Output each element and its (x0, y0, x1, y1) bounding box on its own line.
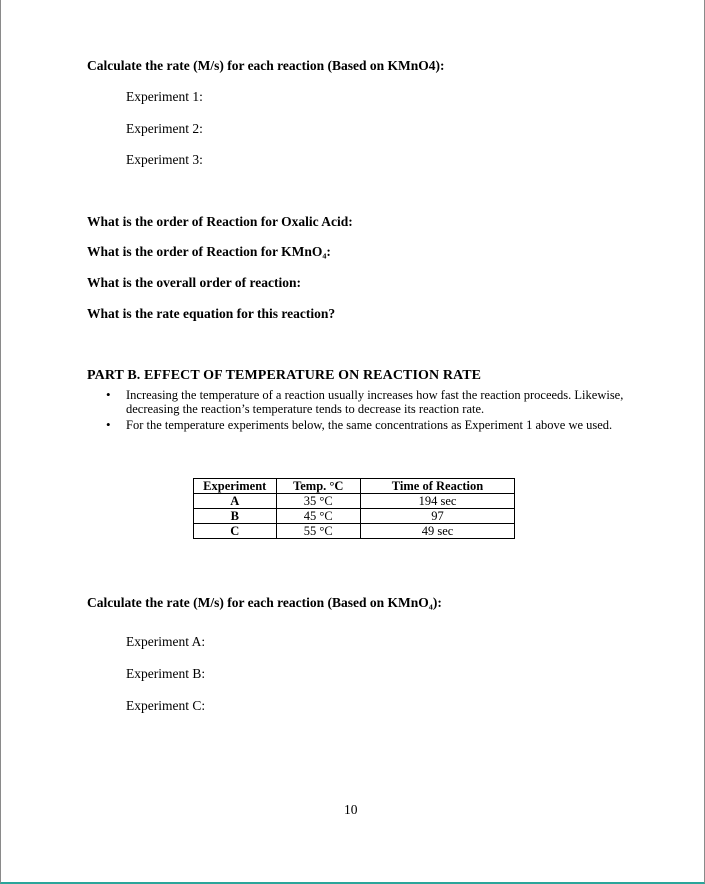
experiment-1-label: Experiment 1: (126, 89, 203, 104)
experiment-3-label: Experiment 3: (126, 152, 203, 167)
bullet-icon: • (106, 387, 111, 402)
cell-time: 194 sec (361, 494, 515, 509)
question-rate-equation: What is the rate equation for this reaction? (87, 306, 336, 321)
list-item (106, 418, 626, 432)
part-b-heading: PART B. EFFECT OF TEMPERATURE ON REACTION RATE (87, 368, 482, 383)
cell-time: 49 sec (361, 524, 515, 539)
list-item (106, 388, 626, 416)
experiment-b-label: Experiment B: (126, 666, 206, 681)
bullet-text: For the temperature experiments below, the same concentrations as Experiment 1 above we used. (126, 418, 613, 432)
header-temp: Temp. °C (276, 479, 361, 494)
experiment-a-label: Experiment A: (126, 634, 206, 649)
experiment-c-label: Experiment C: (126, 698, 206, 713)
cell-experiment: A (194, 494, 277, 509)
table-row (194, 509, 515, 524)
temperature-table (193, 478, 515, 539)
bullet-text: Increasing the temperature of a reaction usually increases how fast the reaction proceeds. Likewise, decreasing the reaction’s temperature tends to decrease its reaction rate. (126, 388, 624, 416)
question-rate-kmno4-part-b: Calculate the rate (M/s) for each reaction (Based on KMnO₄): (87, 595, 442, 610)
cell-experiment: C (194, 524, 277, 539)
bullet-list (106, 388, 626, 434)
cell-temp: 35 °C (276, 494, 361, 509)
question-rate-kmno4: Calculate the rate (M/s) for each reaction (Based on KMnO4): (87, 58, 445, 73)
cell-temp: 45 °C (276, 509, 361, 524)
header-time: Time of Reaction (361, 479, 515, 494)
cell-experiment: B (194, 509, 277, 524)
question-order-kmno4: What is the order of Reaction for KMnO₄: (87, 244, 331, 259)
experiment-2-label: Experiment 2: (126, 121, 203, 136)
bullet-icon: • (106, 417, 111, 432)
header-experiment: Experiment (194, 479, 277, 494)
page-number: 10 (344, 802, 358, 817)
question-order-oxalic: What is the order of Reaction for Oxalic Acid: (87, 214, 353, 229)
table-row (194, 524, 515, 539)
cell-temp: 55 °C (276, 524, 361, 539)
cell-time: 97 (361, 509, 515, 524)
question-overall-order: What is the overall order of reaction: (87, 275, 301, 290)
table-header-row (194, 479, 515, 494)
table-row (194, 494, 515, 509)
